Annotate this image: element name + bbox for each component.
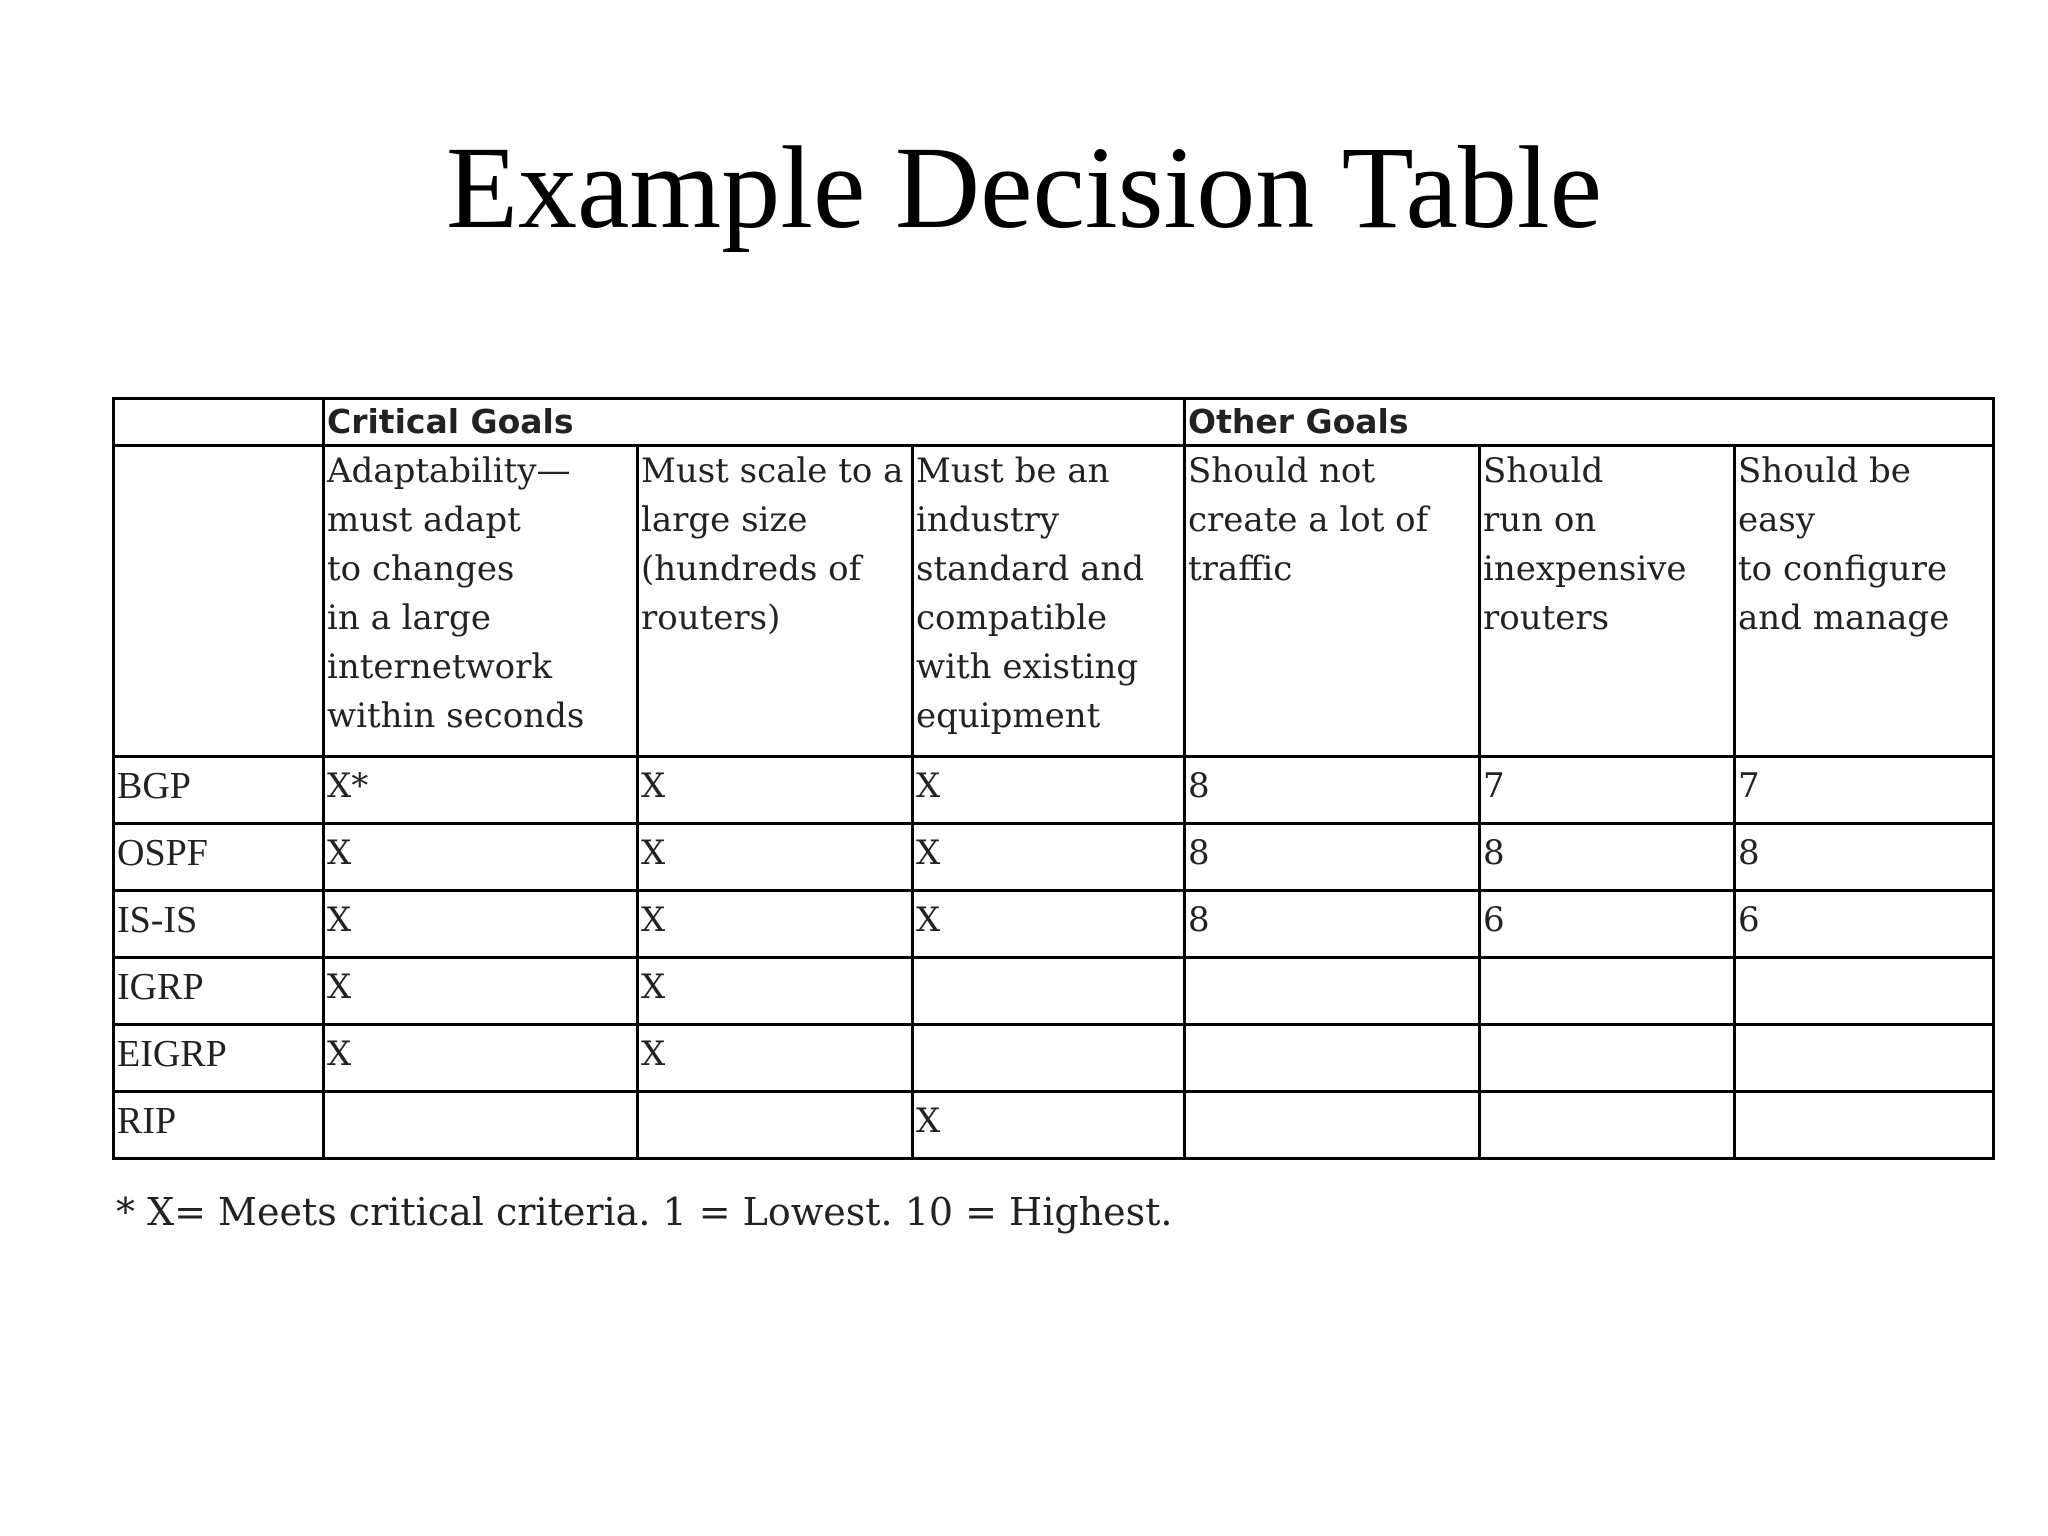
goal-header-scale: Must scale to a large size (hundreds of routers) — [638, 446, 913, 757]
slide-title: Example Decision Table — [445, 122, 1603, 253]
table-cell: 6 — [1480, 891, 1735, 958]
other-goals-header: Other Goals — [1185, 399, 1994, 446]
table-cell: X — [638, 757, 913, 824]
table-cell: X — [638, 891, 913, 958]
table-cell: 8 — [1185, 891, 1480, 958]
protocol-name: RIP — [114, 1092, 324, 1159]
table-row — [114, 757, 1994, 824]
critical-goals-header: Critical Goals — [324, 399, 1185, 446]
table-cell: X — [913, 824, 1185, 891]
protocol-name: EIGRP — [114, 1025, 324, 1092]
table-cell — [638, 1092, 913, 1159]
table-cell: X — [324, 891, 638, 958]
table-row — [114, 1092, 1994, 1159]
table-cell — [913, 1025, 1185, 1092]
table-cell — [1185, 1025, 1480, 1092]
table-cell: 7 — [1735, 757, 1994, 824]
table-cell — [1480, 1092, 1735, 1159]
table-cell — [324, 1092, 638, 1159]
table-cell: X — [913, 1092, 1185, 1159]
table-cell — [1185, 958, 1480, 1025]
table-row — [114, 958, 1994, 1025]
table-cell: 6 — [1735, 891, 1994, 958]
goal-header-standard: Must be an industry standard and compatible with existing equipment — [913, 446, 1185, 757]
protocol-name: OSPF — [114, 824, 324, 891]
footnote: * X= Meets critical criteria. 1 = Lowest. 10 = Highest. — [116, 1190, 1173, 1234]
goal-header-adaptability: Adaptability— must adapt to changes in a large internetwork within seconds — [324, 446, 638, 757]
goal-header-traffic: Should not create a lot of traffic — [1185, 446, 1480, 757]
table-cell: 8 — [1185, 824, 1480, 891]
table-cell: X — [324, 824, 638, 891]
goal-header-configure: Should be easy to configure and manage — [1735, 446, 1994, 757]
decision-table — [112, 397, 1995, 1160]
table-cell: X — [324, 958, 638, 1025]
table-row — [114, 1025, 1994, 1092]
table-cell: X — [638, 958, 913, 1025]
table-row — [114, 824, 1994, 891]
table-cell: X — [324, 1025, 638, 1092]
table-cell: X — [638, 824, 913, 891]
table-cell: 8 — [1480, 824, 1735, 891]
protocol-header-cell — [114, 446, 324, 757]
table-cell: X* — [324, 757, 638, 824]
group-header-row — [114, 399, 1994, 446]
table-cell — [1735, 1025, 1994, 1092]
protocol-name: BGP — [114, 757, 324, 824]
table-cell: X — [913, 757, 1185, 824]
table-cell — [1735, 1092, 1994, 1159]
goal-header-inexpensive: Should run on inexpensive routers — [1480, 446, 1735, 757]
table-cell — [1480, 1025, 1735, 1092]
protocol-name: IS-IS — [114, 891, 324, 958]
table-row — [114, 891, 1994, 958]
table-cell: 7 — [1480, 757, 1735, 824]
table-cell: 8 — [1735, 824, 1994, 891]
table-cell — [913, 958, 1185, 1025]
table-cell: 8 — [1185, 757, 1480, 824]
table-cell — [1735, 958, 1994, 1025]
table-cell — [1480, 958, 1735, 1025]
table-cell: X — [913, 891, 1185, 958]
table-cell — [1185, 1092, 1480, 1159]
goal-header-row — [114, 446, 1994, 757]
protocol-name: IGRP — [114, 958, 324, 1025]
corner-cell — [114, 399, 324, 446]
table-cell: X — [638, 1025, 913, 1092]
